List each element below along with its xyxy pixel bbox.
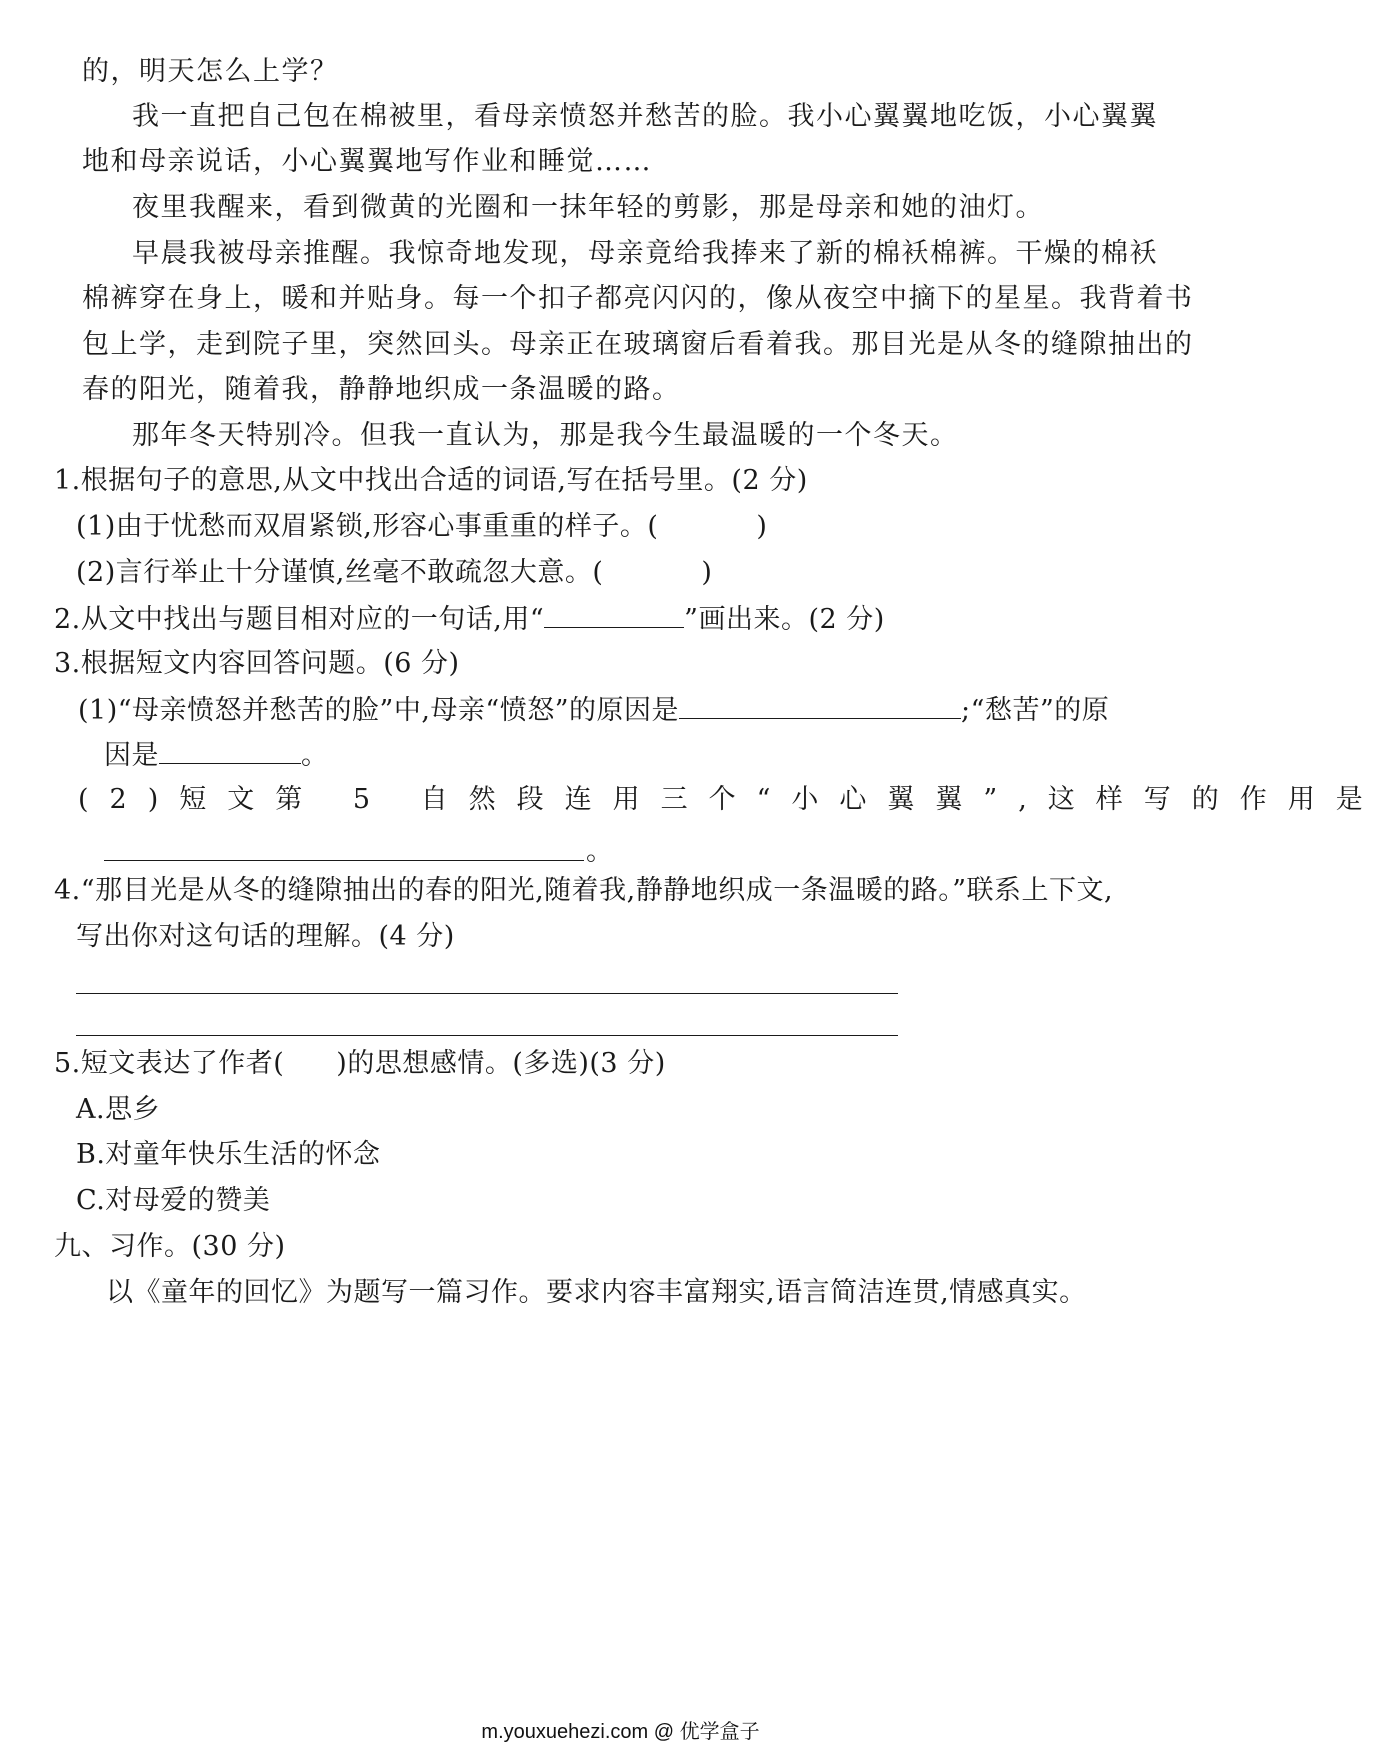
question-3-2-period: 。: [586, 836, 614, 867]
question-3-1-answer-blank-1[interactable]: [679, 692, 961, 719]
question-4-answer-line-2[interactable]: [76, 1035, 898, 1036]
section-9-prompt: 以《童年的回忆》为题写一篇习作。要求内容丰富翔实,语言简洁连贯,情感真实。: [106, 1277, 1087, 1308]
question-3-2: [78, 782, 1384, 818]
question-1-1: [76, 509, 767, 545]
question-4-line-2: 写出你对这句话的理解。(4 分): [76, 921, 455, 952]
question-3-2-text: (2)短文第 5 自然段连用三个“小心翼翼”,这样写的作用是: [78, 784, 1384, 815]
question-4-answer-line-1[interactable]: [76, 993, 898, 994]
question-2-text-a: 2.从文中找出与题目相对应的一句话,用“: [54, 604, 545, 635]
question-5-text-a: 5.短文表达了作者(: [54, 1048, 285, 1079]
passage-paragraph-2-line-2: 地和母亲说话，小心翼翼地写作业和睡觉……: [82, 146, 652, 177]
question-3-1-continued: [104, 737, 329, 774]
footer-watermark: m.youxuehezi.com @ 优学盒子: [481, 1721, 760, 1743]
question-2: [54, 601, 885, 638]
passage-paragraph-4-line-1: 早晨我被母亲推醒。我惊奇地发现，母亲竟给我捧来了新的棉袄棉裤。干燥的棉袄: [132, 238, 1158, 269]
question-1-2-close: ): [701, 557, 713, 588]
question-2-underline-sample: [544, 601, 684, 628]
passage-paragraph-1-end: 的，明天怎么上学？: [82, 56, 339, 87]
question-2-text-b: ”画出来。(2 分): [684, 604, 885, 635]
question-3-1-text-c: 因是: [104, 740, 159, 771]
passage-paragraph-5: 那年冬天特别冷。但我一直认为，那是我今生最温暖的一个冬天。: [132, 420, 959, 451]
question-3-1: [78, 692, 1109, 729]
question-3-1-text-d: 。: [301, 740, 329, 771]
section-9-title: 九、习作。(30 分): [54, 1231, 286, 1262]
question-5-text-b: )的思想感情。(多选)(3 分): [336, 1048, 666, 1079]
question-3: 3.根据短文内容回答问题。(6 分): [54, 648, 460, 679]
passage-paragraph-4-line-3: 包上学，走到院子里，突然回头。母亲正在玻璃窗后看着我。那目光是从冬的缝隙抽出的: [82, 329, 1194, 360]
question-1-2-text: (2)言行举止十分谨慎,丝毫不敢疏忽大意。(: [76, 557, 604, 588]
passage-paragraph-4-line-2: 棉裤穿在身上，暖和并贴身。每一个扣子都亮闪闪的，像从夜空中摘下的星星。我背着书: [82, 283, 1194, 314]
question-5-option-b: B.对童年快乐生活的怀念: [76, 1139, 381, 1170]
question-3-2-answer-line[interactable]: [104, 860, 584, 861]
question-1-2: [76, 555, 712, 591]
question-5-option-c: C.对母爱的赞美: [76, 1185, 271, 1216]
question-5: [54, 1046, 666, 1082]
question-1: 1.根据句子的意思,从文中找出合适的词语,写在括号里。(2 分): [54, 465, 808, 496]
passage-paragraph-3: 夜里我醒来，看到微黄的光圈和一抹年轻的剪影，那是母亲和她的油灯。: [132, 192, 1044, 223]
question-3-1-answer-blank-2[interactable]: [159, 737, 301, 764]
passage-paragraph-2-line-1: 我一直把自己包在棉被里，看母亲愤怒并愁苦的脸。我小心翼翼地吃饭，小心翼翼: [132, 101, 1158, 132]
question-1-1-close: ): [756, 511, 768, 542]
question-3-1-text-a: (1)“母亲愤怒并愁苦的脸”中,母亲“愤怒”的原因是: [78, 695, 680, 726]
question-5-option-a: A.思乡: [76, 1094, 161, 1125]
question-3-1-text-b: ;“愁苦”的原: [961, 695, 1110, 726]
question-1-1-text: (1)由于忧愁而双眉紧锁,形容心事重重的样子。(: [76, 511, 659, 542]
question-4-line-1: 4.“那目光是从冬的缝隙抽出的春的阳光,随着我,静静地织成一条温暖的路。”联系上下文,: [54, 875, 1114, 906]
passage-paragraph-4-line-4: 春的阳光，随着我，静静地织成一条温暖的路。: [82, 374, 681, 405]
